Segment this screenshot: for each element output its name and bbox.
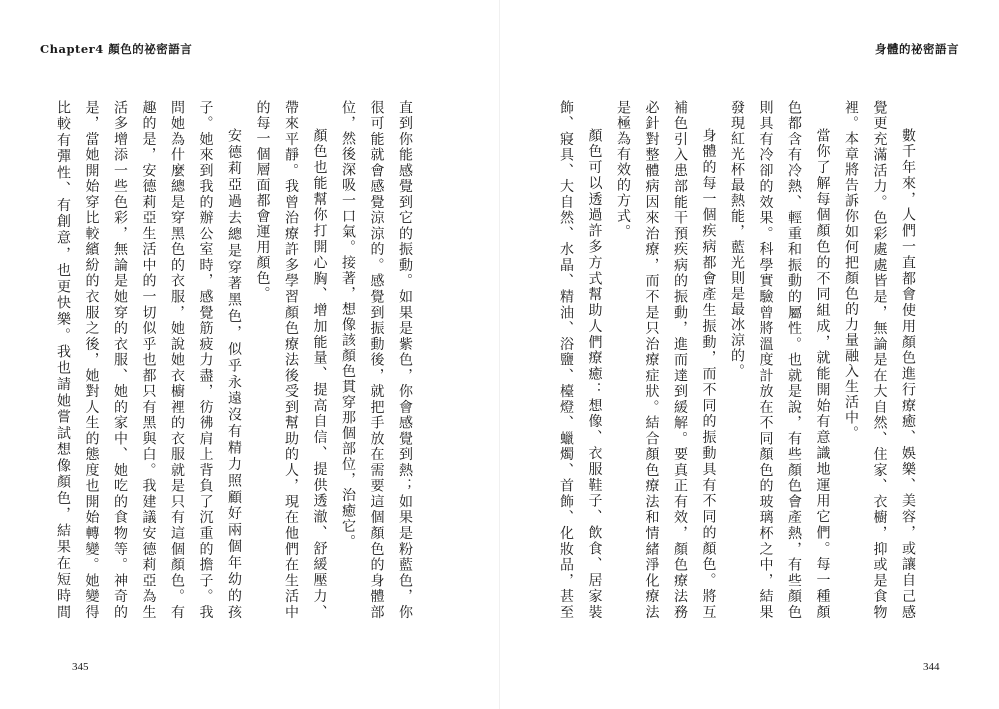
running-head-right: 身體的祕密語言 (875, 42, 959, 56)
body-paragraph: 顏色也能幫你打開心胸、增加能量、提高自信、提供透澈、舒緩壓力、帶來平靜。我曾治療許多學習顏色療法後受到幫助的人，現在他們在生活中的每一個層面都會運用顏色。 (254, 100, 328, 620)
left-page-body (55, 100, 419, 620)
page-number-right: 344 (923, 661, 940, 673)
body-paragraph: 顏色可以透過許多方式幫助人們療癒：想像、衣服鞋子、飲食、居家裝飾、寢具、大自然、水晶、精油、浴鹽、檯燈、蠟燭、首飾、化妝品，甚至 (558, 100, 603, 620)
body-paragraph: 當你了解每個顏色的不同組成，就能開始有意識地運用它們。每一種顏色都含有冷熱、輕重和振動的屬性。也就是說，有些顏色會產熱，有些顏色則具有冷卻的效果。科學實驗曾將溫度計放在不同顏色的玻璃杯之中，結果發現紅光杯最熱能，藍光則是最冰涼的。 (729, 100, 831, 620)
page-number-left: 345 (72, 661, 89, 673)
page-gutter (499, 0, 500, 709)
body-paragraph: 身體的每一個疾病都會產生振動，而不同的振動具有不同的顏色。將互補色引入患部能干預疾病的振動，進而達到緩解。要真正有效，顏色療法務必針對整體病因來治療，而不是只治療症狀。結合顏色療法和情緒淨化療法是極為有效的方式。 (615, 100, 717, 620)
body-paragraph: 直到你能感覺到它的振動。如果是紫色，你會感覺到熱；如果是粉藍色，你很可能就會感覺涼涼的。感覺到振動後，就把手放在需要這個顏色的身體部位，然後深吸一口氣。接著，想像該顏色貫穿那個部位，治癒它。 (340, 100, 413, 620)
body-paragraph: 安德莉亞過去總是穿著黑色，似乎永遠沒有精力照顧好兩個年幼的孩子。她來到我的辦公室時，感覺筋疲力盡，彷彿肩上背負了沉重的擔子。我問她為什麼總是穿黑色的衣服，她說她衣櫥裡的衣服就是只有這個顏色。有趣的是，安德莉亞生活中的一切似乎也都只有黑與白。我建議安德莉亞為生活多增添一些色彩，無論是她穿的衣服、她的家中、她吃的食物等。神奇的是，當她開始穿比較繽紛的衣服之後，她對人生的態度也開始轉變。她變得比較有彈性、有創意，也更快樂。我也請她嘗試想像顏色，結果在短時間 (55, 100, 242, 620)
running-head-left: Chapter4 顏色的祕密語言 (40, 42, 193, 56)
right-page-body (550, 100, 922, 620)
body-paragraph: 數千年來，人們一直都會使用顏色進行療癒、娛樂、美容，或讓自己感覺更充滿活力。色彩處處皆是，無論是在大自然、住家、衣櫥，抑或是食物裡。本章將告訴你如何把顏色的力量融入生活中。 (843, 100, 916, 620)
